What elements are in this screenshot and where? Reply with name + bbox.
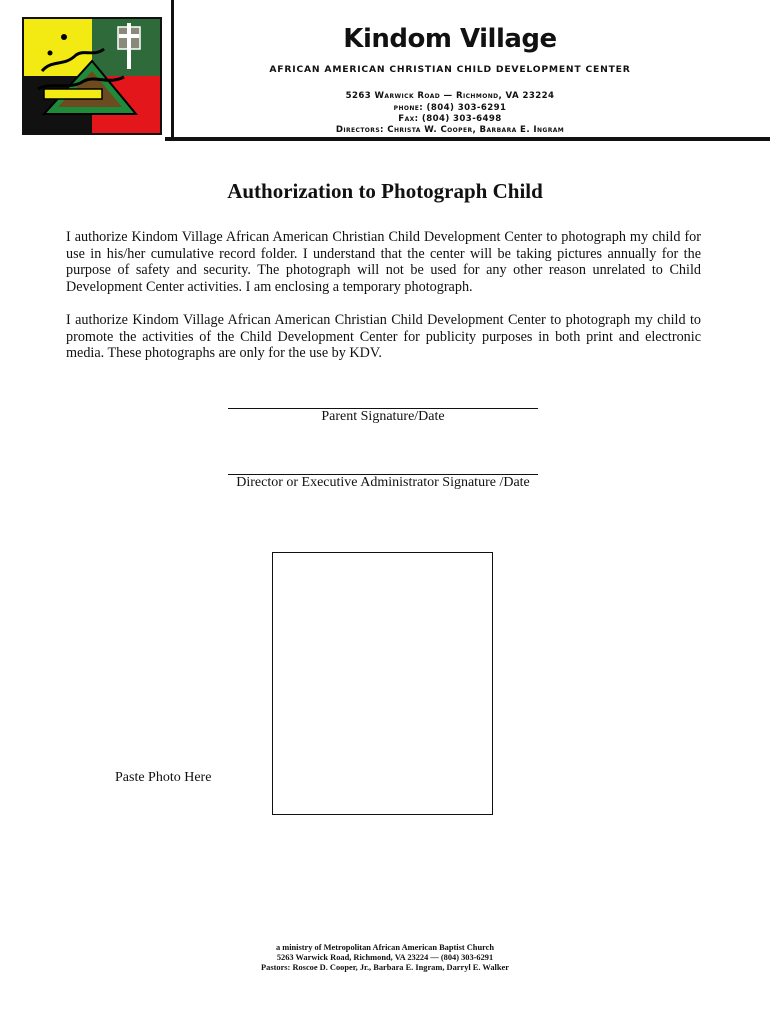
parent-signature-label: Parent Signature/Date [321, 409, 445, 424]
organization-directors: Directors: Christa W. Cooper, Barbara E. Ingram [335, 125, 565, 135]
letterhead-vertical-rule [171, 0, 174, 140]
director-signature-label: Director or Executive Administrator Signature /Date [236, 475, 530, 490]
footer-address: 5263 Warwick Road, Richmond, VA 23224 — (804) 303-6291 [276, 953, 494, 962]
photo-paste-box[interactable] [272, 552, 493, 815]
organization-tagline: AFRICAN AMERICAN CHRISTIAN CHILD DEVELOPMENT CENTER [269, 64, 631, 75]
logo-graphic [24, 19, 160, 133]
organization-logo [22, 17, 162, 135]
footer-ministry: a ministry of Metropolitan African American Baptist Church [275, 943, 495, 952]
organization-phone: phone: (804) 303-6291 [393, 103, 507, 113]
organization-address: 5263 Warwick Road — Richmond, VA 23224 [345, 91, 555, 101]
authorization-paragraph-record: I authorize Kindom Village African American Christian Child Development Center to photograph my child for use in his/her cumulative record folder. I understand that the center will be taking pictures annually for the purpose of safety and security. The photograph will not be used for any other reason unrelated to Child Development Center activities. I am enclosing a temporary photograph. [66, 229, 701, 295]
photo-paste-label: Paste Photo Here [115, 770, 212, 785]
document-title: Authorization to Photograph Child [227, 179, 543, 203]
footer-pastors: Pastors: Roscoe D. Cooper, Jr., Barbara E. Ingram, Darryl E. Walker [261, 963, 509, 972]
authorization-paragraph-publicity: I authorize Kindom Village African American Christian Child Development Center to photograph my child to promote the activities of the Child Development Center for publicity purposes in both print and electronic media. These photographs are only for the use by KDV. [66, 312, 701, 362]
organization-name: Kindom Village [343, 24, 557, 54]
organization-fax: Fax: (804) 303-6498 [398, 114, 502, 124]
letterhead-horizontal-rule [165, 137, 770, 141]
